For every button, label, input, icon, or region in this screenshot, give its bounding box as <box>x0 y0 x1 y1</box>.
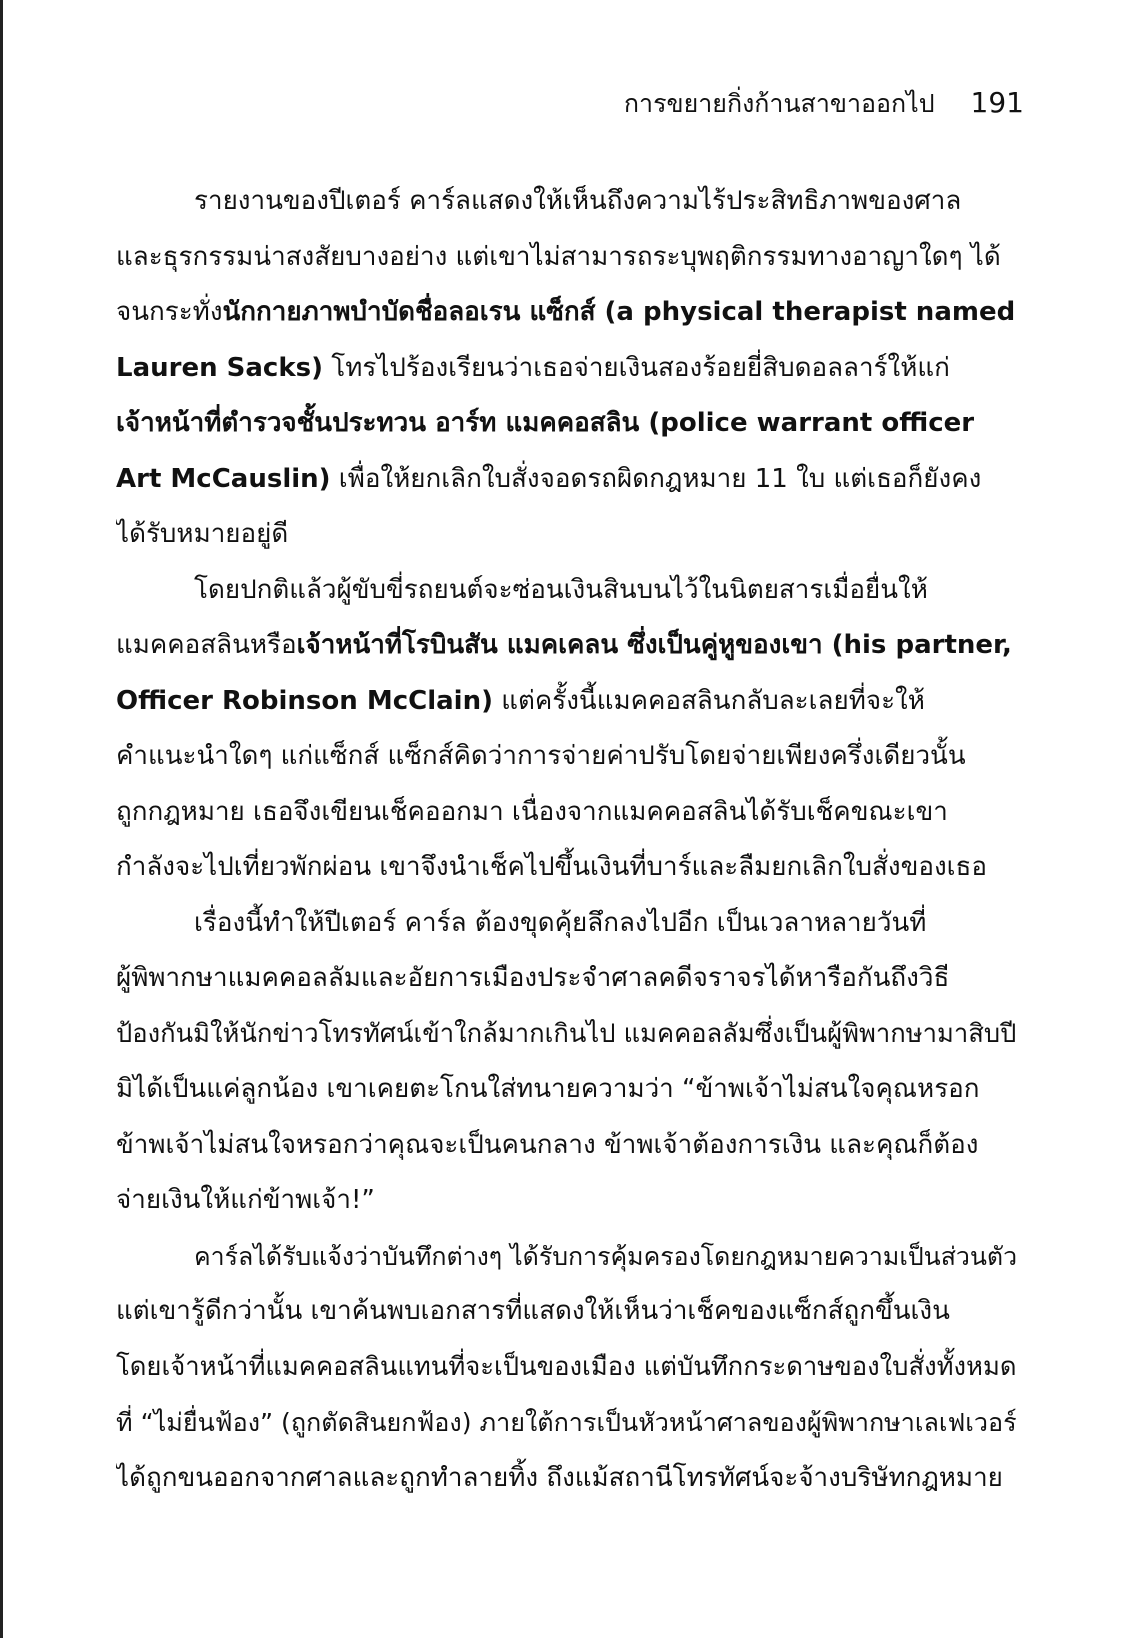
text-line <box>116 1229 1026 1285</box>
text-span: โดยปกติแล้วผู้ขับขี่รถยนต์จะซ่อนเงินสินบนไว้ในนิตยสารเมื่อยื่นให้ <box>194 574 928 605</box>
bold-text-span: เจ้าหน้าที่ตำรวจชั้นประทวน อาร์ท แมคคอสลิน (police warrant officer <box>116 408 975 438</box>
text-line <box>116 896 1026 952</box>
text-line <box>116 729 1026 785</box>
running-header <box>624 86 1024 121</box>
text-span: โดยเจ้าหน้าที่แมคคอสลินแทนที่จะเป็นของเมือง แต่บันทึกกระดาษของใบสั่งทั้งหมด <box>116 1351 1017 1382</box>
text-span: ข้าพเจ้าไม่สนใจหรอกว่าคุณจะเป็นคนกลาง ข้าพเจ้าต้องการเงิน และคุณก็ต้อง <box>116 1129 979 1160</box>
text-line <box>116 1007 1026 1063</box>
text-line <box>116 1395 1026 1451</box>
text-span: กำลังจะไปเที่ยวพักผ่อน เขาจึงนำเช็คไปขึ้นเงินที่บาร์และลืมยกเลิกใบสั่งของเธอ <box>116 852 988 882</box>
text-line <box>116 618 1026 674</box>
text-line <box>116 1340 1026 1396</box>
text-line <box>116 174 1026 230</box>
text-line <box>116 674 1026 730</box>
text-line <box>116 1118 1026 1174</box>
text-span: ได้รับหมายอยู่ดี <box>116 519 289 549</box>
text-span: และธุรกรรมน่าสงสัยบางอย่าง แต่เขาไม่สามารถระบุพฤติกรรมทางอาญาใดๆ ได้ <box>116 241 1001 272</box>
text-line <box>116 1284 1026 1340</box>
text-line <box>116 452 1026 508</box>
text-span: เพื่อให้ยกเลิกใบสั่งจอดรถผิดกฎหมาย 11 ใบ แต่เธอก็ยังคง <box>330 463 982 494</box>
text-span: ป้องกันมิให้นักข่าวโทรทัศน์เข้าใกล้มากเกินไป แมคคอลลัมซึ่งเป็นผู้พิพากษามาสิบปี <box>116 1018 1017 1049</box>
text-line <box>116 285 1026 341</box>
text-span: เรื่องนี้ทำให้ปีเตอร์ คาร์ล ต้องขุดคุ้ยลึกลงไปอีก เป็นเวลาหลายวันที่ <box>194 907 927 938</box>
text-line <box>116 230 1026 286</box>
text-line <box>116 396 1026 452</box>
text-line <box>116 951 1026 1007</box>
text-span: ผู้พิพากษาแมคคอลลัมและอัยการเมืองประจำศาลคดีจราจรได้หารือกันถึงวิธี <box>116 963 950 993</box>
bold-text-span: (his partner, <box>822 630 1012 660</box>
text-line <box>116 840 1026 896</box>
text-line <box>116 1062 1026 1118</box>
page-edge-line <box>0 0 3 1638</box>
text-line <box>116 507 1026 563</box>
text-span: รายงานของปีเตอร์ คาร์ลแสดงให้เห็นถึงความไร้ประสิทธิภาพของศาล <box>194 186 962 216</box>
text-line <box>116 341 1026 397</box>
text-span: จนกระทั่ง <box>116 297 223 327</box>
text-line <box>116 563 1026 619</box>
text-line <box>116 1173 1026 1229</box>
text-span: คำแนะนำใดๆ แก่แซ็กส์ แซ็กส์คิดว่าการจ่ายค่าปรับโดยจ่ายเพียงครึ่งเดียวนั้น <box>116 741 966 771</box>
bold-text-span: Lauren Sacks) <box>116 352 323 383</box>
text-span: แต่ครั้งนี้แมคคอสลินกลับละเลยที่จะให้ <box>492 685 925 716</box>
bold-text-span: เจ้าหน้าที่โรบินสัน แมคเคลน ซึ่งเป็นคู่หูของเขา <box>296 630 823 660</box>
text-span: จ่ายเงินให้แก่ข้าพเจ้า!” <box>116 1185 375 1215</box>
bold-text-span: นักกายภาพบำบัดชื่อลอเรน แซ็กส์ (a physical therapist named <box>222 297 1016 327</box>
text-span: ที่ “ไม่ยื่นฟ้อง” (ถูกตัดสินยกฟ้อง) ภายใต้การเป็นหัวหน้าศาลของผู้พิพากษาเลเฟเวอร์ <box>116 1408 1017 1437</box>
text-span: โทรไปร้องเรียนว่าเธอจ่ายเงินสองร้อยยี่สิบดอลลาร์ให้แก่ <box>322 352 950 383</box>
page-number: 191 <box>970 86 1024 119</box>
text-line <box>116 1451 1026 1507</box>
text-line <box>116 785 1026 841</box>
text-span: ได้ถูกขนออกจากศาลและถูกทำลายทิ้ง ถึงแม้สถานีโทรทัศน์จะจ้างบริษัทกฎหมาย <box>116 1462 1003 1493</box>
bold-text-span: Officer Robinson McClain) <box>116 685 493 716</box>
text-span: แมคคอสลินหรือ <box>116 630 297 660</box>
text-span: ถูกกฎหมาย เธอจึงเขียนเช็คออกมา เนื่องจากแมคคอสลินได้รับเช็คขณะเขา <box>116 796 948 827</box>
text-span: แต่เขารู้ดีกว่านั้น เขาค้นพบเอกสารที่แสดงให้เห็นว่าเช็คของแซ็กส์ถูกขึ้นเงิน <box>116 1296 950 1326</box>
bold-text-span: Art McCauslin) <box>116 463 331 494</box>
body-text <box>116 174 1026 1506</box>
text-span: มิได้เป็นแค่ลูกน้อง เขาเคยตะโกนใส่ทนายความว่า “ข้าพเจ้าไม่สนใจคุณหรอก <box>116 1074 980 1104</box>
text-span: คาร์ลได้รับแจ้งว่าบันทึกต่างๆ ได้รับการคุ้มครองโดยกฎหมายความเป็นส่วนตัว <box>194 1241 1018 1271</box>
chapter-title: การขยายกิ่งก้านสาขาออกไป <box>623 89 935 118</box>
